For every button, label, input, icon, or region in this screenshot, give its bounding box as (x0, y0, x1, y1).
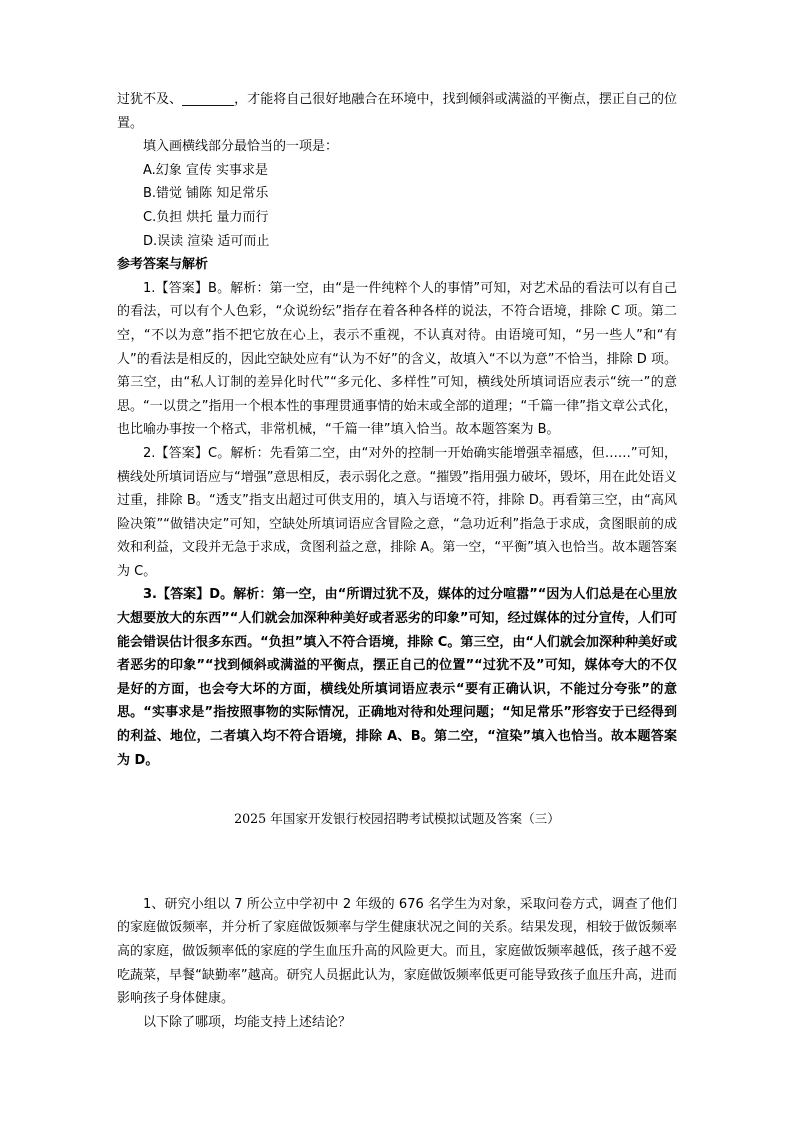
question-stem-prompt: 填入画横线部分最恰当的一项是： (143, 139, 339, 155)
answer-explanation-1: 1.【答案】B。解析：第一空，由“是一件纯粹个人的事情”可知，对艺术品的看法可以有自己的看法，可以有个人色彩，“众说纷纭”指存在着各种各样的说法，不符合语境，排除 C 项。第二空，“不以为意”指不把它放在心上，表示不重视，不认真对待。由语境可知，“另一些人”和“有人”的看法是相反的，因此空缺处应有“认为不好”的含义，故填入“不以为意”不恰当，排除 D 项。第三空，由“私人订制的差异化时代”“多元化、多样性”可知，横线处所填词语应表示“统一”的意思。“一以贯之”指用一个根本性的事理贯通事情的始末或全部的道理；“千篇一律”指文章公式化，也比喻办事按一个格式，非常机械，“千篇一律”填入恰当。故本题答案为 B。 (117, 280, 677, 438)
next-paper-question-1-prompt: 以下除了哪项，均能支持上述结论？ (143, 1014, 352, 1030)
page-content (117, 88, 677, 1034)
option-d: D.误读 渲染 适可而止 (143, 233, 270, 249)
spacer-after-title (117, 831, 677, 893)
option-c: C.负担 烘托 量力而行 (143, 209, 269, 225)
option-b: B.错觉 铺陈 知足常乐 (143, 186, 269, 202)
next-paper-title: 2025 年国家开发银行校园招聘考试模拟试题及答案（三） (234, 811, 560, 827)
option-a: A.幻象 宣传 实事求是 (143, 162, 269, 178)
question-stem-continuation: 过犹不及、________，才能将自己很好地融合在环境中，找到倾斜或满溢的平衡点，摆正自己的位置。 (117, 92, 677, 131)
answers-section-heading: 参考答案与解析 (117, 257, 209, 273)
answer-explanation-2: 2.【答案】C。解析：先看第二空，由“对外的控制一开始确实能增强幸福感，但……”可知，横线处所填词语应与“增强”意思相反，表示弱化之意。“摧毁”指用强力破坏，毁坏，用在此处语义过重，排除 B。“透支”指支出超过可供支用的，填入与语境不符，排除 D。再看第三空，由“高风险决策”“做错决定”可知，空缺处所填词语应含冒险之意，“急功近利”指急于求成，贪图眼前的成效和利益，文段并无急于求成，贪图利益之意，排除 A。第一空，“平衡”填入也恰当。故本题答案为 C。 (117, 445, 677, 579)
next-paper-question-1-body: 1、研究小组以 7 所公立中学初中 2 年级的 676 名学生为对象，采取问卷方式，调查了他们的家庭做饭频率，并分析了家庭做饭频率与学生健康状况之间的关系。结果发现，相较于做饭频率高的家庭，做饭频率低的家庭的学生血压升高的风险更大。而且，家庭做饭频率越低，孩子越不爱吃蔬菜，早餐“缺勤率”越高。研究人员据此认为，家庭做饭频率低更可能导致孩子血压升高，进而影响孩子身体健康。 (117, 896, 677, 1007)
spacer-before-title (117, 772, 677, 807)
answer-explanation-3: 3.【答案】D。解析：第一空，由“所谓过犹不及，媒体的过分喧嚣”“因为人们总是在心里放大想要放大的东西”“人们就会加深种种美好或者恶劣的印象”可知，经过媒体的过分宣传，人们可能会错误估计很多东西。“负担”填入不符合语境，排除 C。第三空，由“人们就会加深种种美好或者恶劣的印象”“找到倾斜或满溢的平衡点，摆正自己的位置”“过犹不及”可知，媒体夸大的不仅是好的方面，也会夸大坏的方面，横线处所填词语应表示“要有正确认识，不能过分夸张”的意思。“实事求是”指按照事物的实际情况，正确地对待和处理问题；“知足常乐”形容安于已经得到的利益、地位，二者填入均不符合语境，排除 A、B。第二空，“渲染”填入也恰当。故本题答案为 D。 (117, 587, 677, 768)
